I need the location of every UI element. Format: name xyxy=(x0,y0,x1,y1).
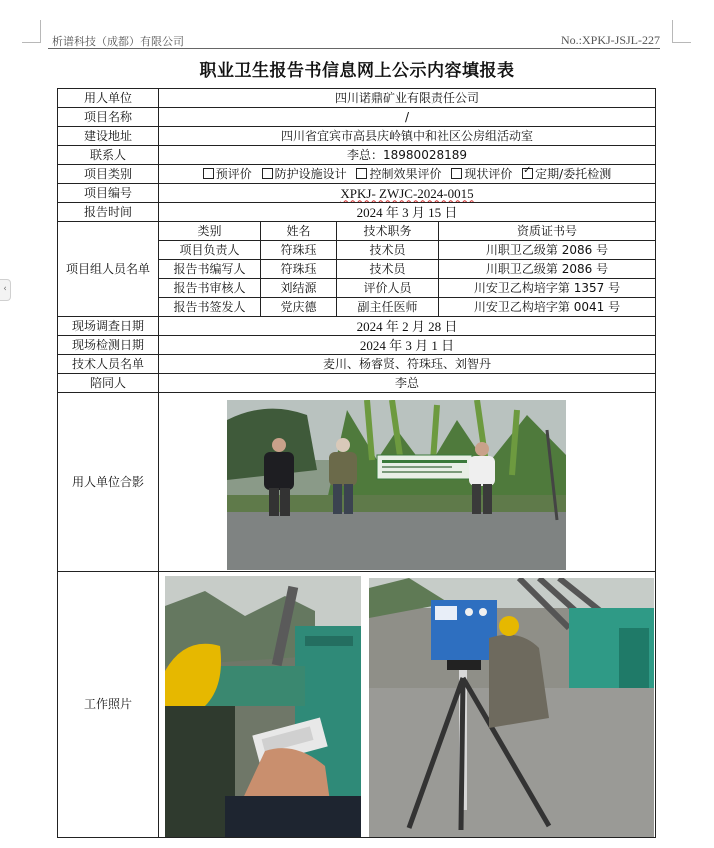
row-test-date xyxy=(58,336,656,355)
team-cell-cert: 川职卫乙级第 2086 号 xyxy=(439,241,656,260)
margin-corner-mark xyxy=(22,20,41,43)
accompany-label: 陪同人 xyxy=(58,374,159,393)
team-header-title: 技术职务 xyxy=(337,222,439,241)
category-options xyxy=(159,165,656,184)
test-date-label: 现场检测日期 xyxy=(58,336,159,355)
team-cell-name: 符珠珏 xyxy=(261,241,337,260)
row-group-photo xyxy=(58,393,656,572)
team-header-category: 类别 xyxy=(159,222,261,241)
row-accompany xyxy=(58,374,656,393)
category-checkbox-3[interactable] xyxy=(451,168,462,179)
header-company: 析谱科技（成都）有限公司 xyxy=(52,35,184,48)
team-cell-cert: 川安卫乙构培字第 1357 号 xyxy=(439,279,656,298)
row-project-name xyxy=(58,108,656,127)
report-date-value: 2024 年 3 月 15 日 xyxy=(159,203,656,222)
category-option-label: 预评价 xyxy=(215,166,252,181)
category-option-label: 定期/委托检测 xyxy=(535,166,612,181)
work-photo-label: 工作照片 xyxy=(58,572,159,838)
group-photo xyxy=(227,400,566,570)
project-no-label: 项目编号 xyxy=(58,184,159,203)
team-cell-name: 党庆德 xyxy=(261,298,337,317)
category-checkbox-0[interactable] xyxy=(203,168,214,179)
contact-value: 李总：18980028189 xyxy=(159,146,656,165)
team-label: 项目组人员名单 xyxy=(58,222,159,317)
group-photo-label: 用人单位合影 xyxy=(58,393,159,572)
team-cell-title: 技术员 xyxy=(337,260,439,279)
row-address xyxy=(58,127,656,146)
work-photo-2 xyxy=(369,578,654,837)
category-option-label: 现状评价 xyxy=(464,166,513,181)
team-cell-role: 报告书审核人 xyxy=(159,279,261,298)
team-cell-name: 符珠珏 xyxy=(261,260,337,279)
category-option-label: 防护设施设计 xyxy=(274,166,347,181)
address-label: 建设地址 xyxy=(58,127,159,146)
project-no-text: XPKJ- ZWJC-2024-0015 xyxy=(340,185,474,201)
row-employer xyxy=(58,89,656,108)
team-cell-cert: 川职卫乙级第 2086 号 xyxy=(439,260,656,279)
team-cell-role: 报告书签发人 xyxy=(159,298,261,317)
info-form-table xyxy=(57,88,656,838)
category-checkbox-1[interactable] xyxy=(262,168,273,179)
work-photos-cell xyxy=(159,572,656,838)
employer-label: 用人单位 xyxy=(58,89,159,108)
technicians-value: 麦川、杨睿贤、符珠珏、刘智丹 xyxy=(159,355,656,374)
work-photo-1 xyxy=(165,576,361,837)
page-title: 职业卫生报告书信息网上公示内容填报表 xyxy=(199,61,515,81)
row-survey-date xyxy=(58,317,656,336)
project-name-label: 项目名称 xyxy=(58,108,159,127)
project-no-value xyxy=(159,184,656,203)
report-date-label: 报告时间 xyxy=(58,203,159,222)
accompany-value: 李总 xyxy=(159,374,656,393)
header-doc-number: No.:XPKJ-JSJL-227 xyxy=(560,33,660,47)
team-cell-title: 评价人员 xyxy=(337,279,439,298)
team-cell-role: 项目负责人 xyxy=(159,241,261,260)
margin-corner-mark xyxy=(672,20,691,43)
contact-label: 联系人 xyxy=(58,146,159,165)
team-cell-cert: 川安卫乙构培字第 0041 号 xyxy=(439,298,656,317)
team-cell-role: 报告书编写人 xyxy=(159,260,261,279)
team-header-name: 姓名 xyxy=(261,222,337,241)
test-date-value: 2024 年 3 月 1 日 xyxy=(159,336,656,355)
category-checkbox-2[interactable] xyxy=(356,168,367,179)
team-cell-title: 技术员 xyxy=(337,241,439,260)
team-cell-name: 刘结源 xyxy=(261,279,337,298)
team-header-row xyxy=(58,222,656,241)
team-cell-title: 副主任医师 xyxy=(337,298,439,317)
row-category xyxy=(58,165,656,184)
project-name-value: / xyxy=(159,108,656,127)
side-collapse-icon[interactable]: ‹ xyxy=(0,279,11,301)
survey-date-label: 现场调查日期 xyxy=(58,317,159,336)
row-technicians xyxy=(58,355,656,374)
employer-value: 四川诺鼎矿业有限责任公司 xyxy=(159,89,656,108)
survey-date-value: 2024 年 2 月 28 日 xyxy=(159,317,656,336)
header-rule xyxy=(48,48,660,49)
row-project-no xyxy=(58,184,656,203)
row-contact xyxy=(58,146,656,165)
technicians-label: 技术人员名单 xyxy=(58,355,159,374)
group-photo-cell xyxy=(159,393,656,572)
team-header-cert: 资质证书号 xyxy=(439,222,656,241)
category-label: 项目类别 xyxy=(58,165,159,184)
row-work-photos xyxy=(58,572,656,838)
row-report-date xyxy=(58,203,656,222)
category-checkbox-4[interactable] xyxy=(522,168,533,179)
category-option-label: 控制效果评价 xyxy=(369,166,442,181)
address-value: 四川省宜宾市高县庆岭镇中和社区公房组活动室 xyxy=(159,127,656,146)
